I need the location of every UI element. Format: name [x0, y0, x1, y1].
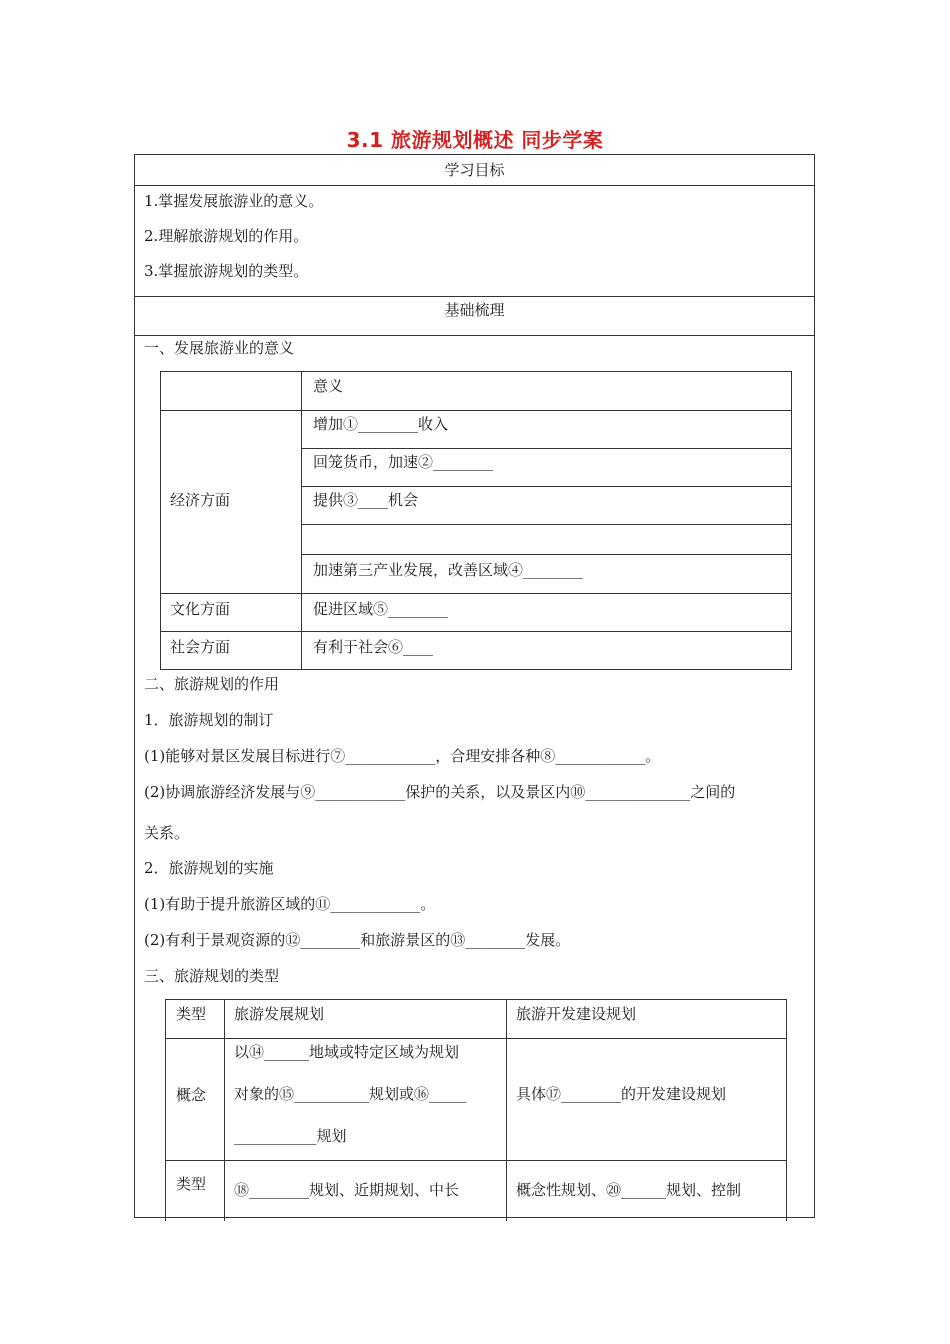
- concept-a-line-1: 以⑭______地域或特定区域为规划: [234, 1043, 460, 1061]
- goal-item-2: 2.理解旅游规划的作用。: [144, 227, 309, 245]
- economic-row-1: 增加①________收入: [313, 415, 449, 433]
- basics-header: 基础梳理: [444, 301, 505, 319]
- divider: [135, 335, 814, 336]
- part2-sub1-item-2-cont: 关系。: [144, 824, 190, 842]
- divider: [135, 296, 814, 297]
- goal-item-1: 1.掌握发展旅游业的意义。: [144, 192, 324, 210]
- economic-row-5: 加速第三产业发展，改善区域④________: [313, 561, 584, 579]
- planning-types-table: [165, 999, 787, 1221]
- part2-heading: 二、旅游规划的作用: [144, 675, 280, 693]
- concept-label: 概念: [176, 1086, 207, 1104]
- culture-row: 促进区域⑤________: [313, 600, 449, 618]
- part3-heading: 三、旅游规划的类型: [144, 967, 280, 985]
- part2-sub1-item-1: (1)能够对景区发展目标进行⑦____________，合理安排各种⑧____________。: [144, 747, 661, 765]
- concept-b: 具体⑰________的开发建设规划: [516, 1085, 727, 1103]
- part2-sub1: 1．旅游规划的制订: [144, 711, 274, 729]
- part1-heading: 一、发展旅游业的意义: [144, 339, 295, 357]
- page-title: 3.1 旅游规划概述 同步学案: [346, 128, 604, 152]
- part2-sub2-item-2: (2)有利于景观资源的⑫________和旅游景区的⑬________发展。: [144, 931, 571, 949]
- part2-sub1-item-2: (2)协调旅游经济发展与⑨____________保护的关系，以及景区内⑩______________之间的: [144, 783, 736, 801]
- economic-label: 经济方面: [170, 491, 231, 509]
- significance-table: [160, 371, 792, 670]
- concept-a-line-2: 对象的⑮__________规划或⑯_____: [234, 1085, 467, 1103]
- society-row: 有利于社会⑥____: [313, 638, 434, 656]
- economic-row-2: 回笼货币，加速②________: [313, 453, 494, 471]
- goal-item-3: 3.掌握旅游规划的类型。: [144, 262, 309, 280]
- col-header-significance: 意义: [313, 377, 344, 395]
- part2-sub2-item-1: (1)有助于提升旅游区域的⑪____________。: [144, 895, 436, 913]
- col-type: 类型: [176, 1005, 207, 1023]
- type-label: 类型: [176, 1175, 207, 1193]
- concept-a-line-3: ___________规划: [234, 1127, 347, 1145]
- divider: [135, 185, 814, 186]
- society-label: 社会方面: [170, 638, 231, 656]
- worksheet-table: [134, 154, 815, 1218]
- col-construction-plan: 旅游开发建设规划: [516, 1005, 637, 1023]
- type-a: ⑱________规划、近期规划、中长: [234, 1181, 460, 1199]
- economic-row-3: 提供③____机会: [313, 491, 419, 509]
- goals-header: 学习目标: [444, 161, 505, 179]
- culture-label: 文化方面: [170, 600, 231, 618]
- col-development-plan: 旅游发展规划: [234, 1005, 325, 1023]
- type-b: 概念性规划、⑳______规划、控制: [516, 1181, 742, 1199]
- part2-sub2: 2．旅游规划的实施: [144, 859, 274, 877]
